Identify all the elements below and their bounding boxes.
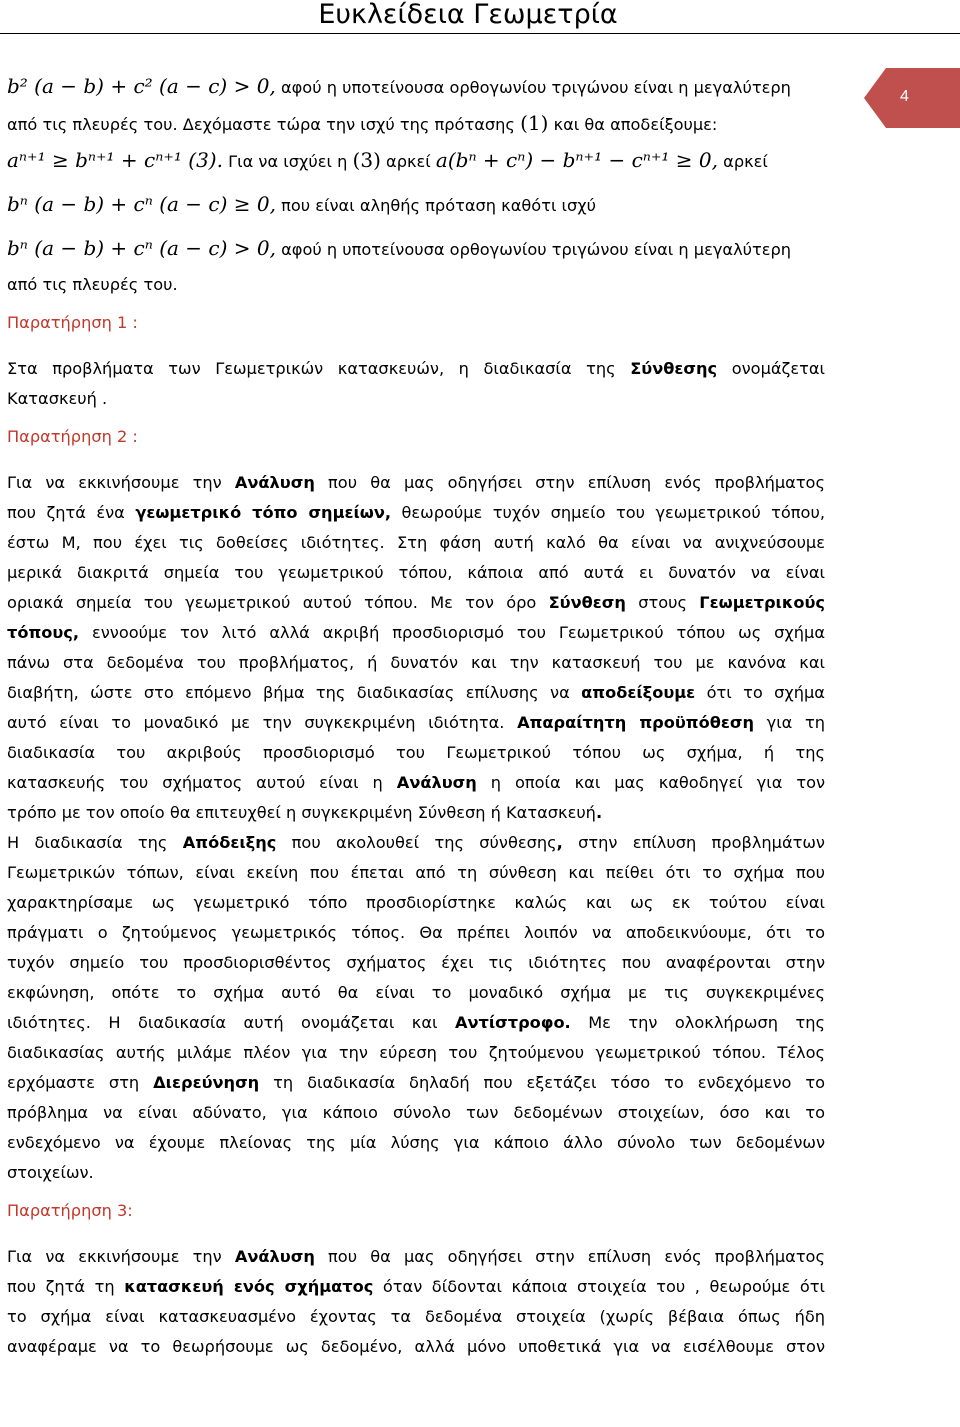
document-body	[7, 64, 825, 1362]
remark-2-line	[7, 618, 825, 648]
text: και θα αποδείξουμε:	[553, 115, 718, 134]
remark-1-heading: Παρατήρηση 1 :	[7, 313, 138, 332]
term-loci: τόπους,	[7, 623, 80, 642]
remark-2-line: πρόβλημα να είναι αδύνατο, για κάποιο σύνολο των δεδομένων στοιχείων, όσο και το	[7, 1103, 825, 1122]
math-line-3	[7, 138, 825, 182]
text: αυτό είναι το μοναδικό με την συγκεκριμένη ιδιότητα.	[7, 713, 505, 732]
remark-2-line	[7, 588, 825, 618]
text: Για να εκκινήσουμε την	[7, 473, 222, 492]
text: Η διαδικασία της	[7, 833, 168, 852]
text: διαβήτη, ώστε στο επόμενο βήμα της διαδικασίας επίλυσης να	[7, 683, 570, 702]
page-number-badge	[864, 68, 960, 128]
remark-2-line: μερικά διακριτά σημεία του γεωμετρικού τόπου, κάποια από αυτά ει δυνατόν να είναι	[7, 563, 825, 582]
text: ερχόμαστε στη	[7, 1073, 140, 1092]
text: Για να εκκινήσουμε την	[7, 1247, 222, 1266]
remark-2-line: στοιχείων.	[7, 1163, 94, 1182]
remark-2-line	[7, 678, 825, 708]
remark-3-heading: Παρατήρηση 3:	[7, 1201, 133, 1220]
formula: aⁿ⁺¹ ≥ bⁿ⁺¹ + cⁿ⁺¹ (3).	[7, 148, 223, 172]
remark-1-line: Κατασκευή .	[7, 389, 108, 408]
formula: bⁿ (a − b) + cⁿ (a − c) > 0,	[7, 236, 276, 260]
equation-ref: (3)	[352, 148, 381, 172]
remark-2-heading: Παρατήρηση 2 :	[7, 427, 138, 446]
page-header-title: Ευκλείδεια Γεωμετρία	[318, 0, 618, 30]
text: αφού η υποτείνουσα ορθογωνίου τριγώνου είναι η μεγαλύτερη	[281, 240, 792, 259]
formula: a(bⁿ + cⁿ) − bⁿ⁺¹ − cⁿ⁺¹ ≥ 0,	[435, 148, 719, 172]
text: από τις πλευρές του. Δεχόμαστε τώρα την ισχύ της πρότασης	[7, 115, 515, 134]
term-geometric: Γεωμετρικούς	[699, 593, 825, 612]
term-analysis: Ανάλυση	[234, 473, 315, 492]
text: Για να ισχύει η	[228, 152, 348, 171]
remark-2-line	[7, 798, 825, 828]
remark-3-line: το σχήμα είναι κατασκευασμένο έχοντας τα δεδομένα στοιχεία (χωρίς βέβαια όπως ήδη	[7, 1307, 825, 1326]
page-badge-shape	[864, 68, 960, 128]
remark-2-line: πράγματι ο ζητούμενος γεωμετρικός τόπος. Θα πρέπει λοιπόν να αποδεικνύουμε, ότι το	[7, 923, 825, 942]
text: Στα προβλήματα των Γεωμετρικών κατασκευών, η διαδικασία της	[7, 359, 616, 378]
remark-3-line	[7, 1242, 825, 1272]
term-synthesis: Σύνθεση	[548, 593, 626, 612]
term-converse: Αντίστροφο.	[454, 1013, 571, 1032]
text: εννοούμε τον λιτό αλλά ακριβή προσδιορισμό του Γεωμετρικού τόπου ως σχήμα	[92, 623, 825, 642]
remark-2-line: ενδεχόμενο να έχουμε πλείονας της μία λύσης για κάποιο άλλο σύνολο των δεδομένων	[7, 1133, 825, 1152]
remark-2-line	[7, 828, 825, 858]
remark-2-line	[7, 708, 825, 738]
text: στους	[638, 593, 687, 612]
text-line-2	[7, 108, 825, 138]
term-proof: Απόδειξης	[182, 833, 277, 852]
remark-2-line: διαδικασία του ακριβούς προσδιορισμό του Γεωμετρικού τόπου ως σχήμα, ή της	[7, 743, 825, 762]
formula: b² (a − b) + c² (a − c) > 0,	[7, 74, 276, 98]
math-line-1	[7, 64, 825, 108]
text: κατασκευής του σχήματος αυτού είναι η	[7, 773, 383, 792]
term-prerequisite: Απαραίτητη προϋπόθεση	[517, 713, 754, 732]
text: που είναι αληθής πρόταση καθότι ισχύ	[281, 196, 597, 215]
text: ιδιότητες. Η διαδικασία αυτή ονομάζεται και	[7, 1013, 438, 1032]
text: η οποία και μας καθοδηγεί για τον	[490, 773, 825, 792]
term-analysis: Ανάλυση	[396, 773, 477, 792]
term-locus: γεωμετρικό τόπο σημείων,	[135, 503, 392, 522]
remark-2-line	[7, 1068, 825, 1098]
remark-2-line	[7, 768, 825, 798]
text: αφού η υποτείνουσα ορθογωνίου τριγώνου είναι η μεγαλύτερη	[280, 78, 791, 97]
text: .	[595, 803, 603, 822]
remark-3-line	[7, 1272, 825, 1302]
text: στην επίλυση προβλημάτων	[578, 833, 825, 852]
equation-ref: (1)	[520, 111, 549, 135]
remark-2-line	[7, 498, 825, 528]
remark-2-line: τυχόν σημείο του προσδιορισθέντος σχήματος έχει τις ιδιότητες που αναφέρονται στην	[7, 953, 825, 972]
text: όταν δίδονται κάποια στοιχεία του , θεωρούμε ότι	[382, 1277, 825, 1296]
text: θεωρούμε τυχόν σημείο του γεωμετρικού τόπου,	[401, 503, 825, 522]
text: ότι το σχήμα	[706, 683, 825, 702]
term-analysis: Ανάλυση	[234, 1247, 315, 1266]
text: ,	[556, 833, 563, 852]
text: που ζητά ένα	[7, 503, 125, 522]
remark-2-line: Γεωμετρικών τόπων, είναι εκείνη που έπεται από τη σύνθεση και πείθει ότι το σχήμα που	[7, 863, 825, 882]
math-line-4	[7, 182, 825, 226]
text: τη διαδικασία δηλαδή που εξετάζει τόσο το ενδεχόμενο το	[273, 1073, 825, 1092]
remark-1-line	[7, 354, 825, 384]
remark-2-line: διαδικασίας αυτής μιλάμε πλέον για την εύρεση του ζητούμενου γεωμετρικού τόπου. Τέλος	[7, 1043, 825, 1062]
page-number: 4	[900, 88, 909, 105]
text: που ακολουθεί της σύνθεσης	[291, 833, 557, 852]
math-line-5	[7, 226, 825, 270]
formula: bⁿ (a − b) + cⁿ (a − c) ≥ 0,	[7, 192, 276, 216]
header-divider	[0, 33, 960, 34]
remark-2-line: εκφώνηση, οπότε το σχήμα αυτό θα είναι το μοναδικό σχήμα με τις συγκεκριμένες	[7, 983, 825, 1002]
text: αρκεί	[723, 152, 768, 171]
term-construction: κατασκευή ενός σχήματος	[124, 1277, 374, 1296]
text-line-6: από τις πλευρές του.	[7, 275, 178, 294]
remark-2-line: έστω Μ, που έχει τις δοθείσες ιδιότητες. Στη φάση αυτή καλό θα είναι να ανιχνεύσουμε	[7, 533, 825, 552]
term-investigation: Διερεύνηση	[153, 1073, 260, 1092]
text: ονομάζεται	[731, 359, 825, 378]
text: που θα μας οδηγήσει στην επίλυση ενός προβλήματος	[328, 1247, 825, 1266]
remark-2-line	[7, 1008, 825, 1038]
remark-2-line: πάνω στα δεδομένα του προβλήματος, ή δυνατόν και την κατασκευή του με κανόνα και	[7, 653, 825, 672]
text: που θα μας οδηγήσει στην επίλυση ενός προβλήματος	[328, 473, 825, 492]
text: τρόπο με τον οποίο θα επιτευχθεί η συγκεκριμένη Σύνθεση ή Κατασκευή	[7, 803, 596, 822]
text: για τη	[766, 713, 825, 732]
remark-3-line: αναφέραμε να το θεωρήσουμε ως δεδομένο, αλλά μόνο υποθετικά για να εισέλθουμε στον	[7, 1337, 825, 1356]
text: οριακά σημεία του γεωμετρικού αυτού τόπου. Με τον όρο	[7, 593, 537, 612]
text: αρκεί	[386, 152, 431, 171]
remark-2-line	[7, 468, 825, 498]
text: Με την ολοκλήρωση της	[588, 1013, 825, 1032]
remark-2-line: χαρακτηρίσαμε ως γεωμετρικό τόπο προσδιορίστηκε καλώς και ως εκ τούτου είναι	[7, 893, 825, 912]
text: που ζητά τη	[7, 1277, 115, 1296]
term-synthesis: Σύνθεσης	[630, 359, 718, 378]
term-prove: αποδείξουμε	[581, 683, 696, 702]
